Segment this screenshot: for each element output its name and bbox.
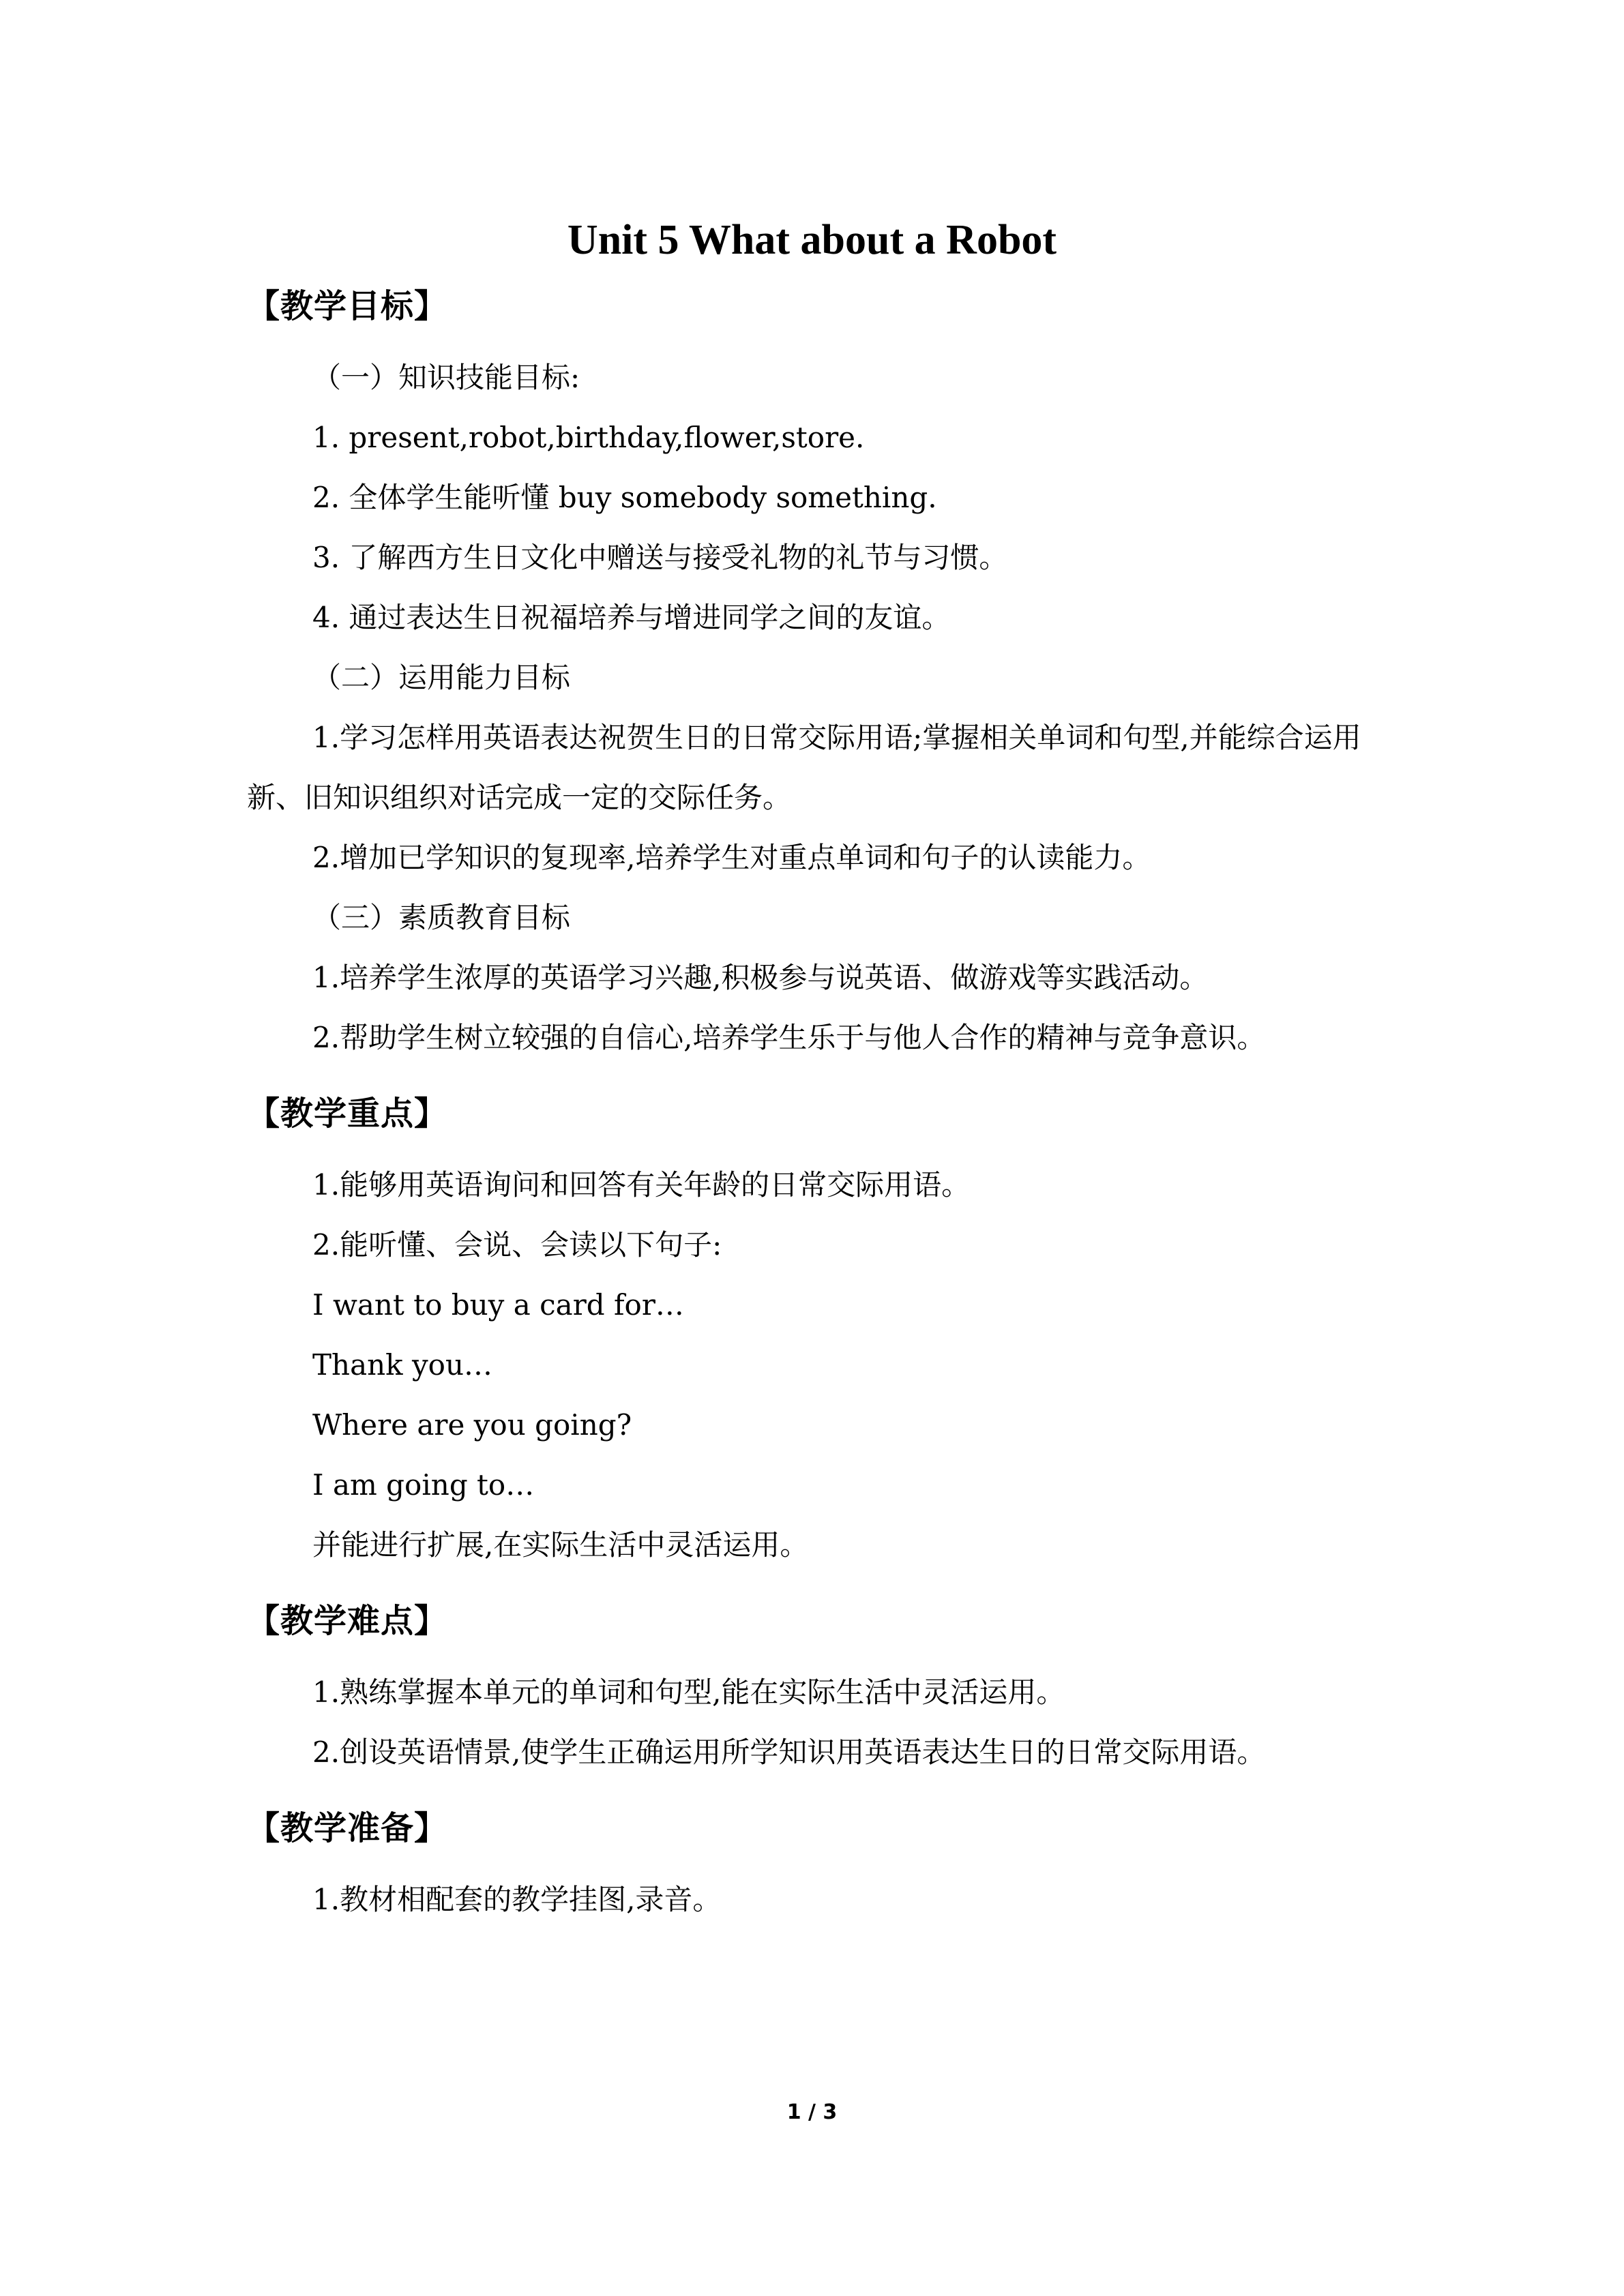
paragraph: 1.熟练掌握本单元的单词和句型,能在实际生活中灵活运用。 [312, 1675, 1065, 1709]
section-objectives [247, 284, 1377, 1068]
paragraph: 2. 全体学生能听懂 buy somebody something. [312, 481, 937, 514]
paragraph: （二）运用能力目标 [312, 661, 571, 694]
paragraph: 1.教材相配套的教学挂图,录音。 [312, 1883, 722, 1916]
paragraph: 并能进行扩展,在实际生活中灵活运用。 [312, 1528, 809, 1562]
paragraph: Thank you… [312, 1348, 493, 1382]
section-heading: 【教学重点】 [247, 1094, 448, 1133]
paragraph: 1.能够用英语询问和回答有关年龄的日常交际用语。 [312, 1168, 971, 1202]
paragraph: （三）素质教育目标 [312, 901, 571, 934]
paragraph: I am going to… [312, 1468, 535, 1502]
page-number: 1 / 3 [786, 2100, 838, 2124]
paragraph: 3. 了解西方生日文化中赠送与接受礼物的礼节与习惯。 [312, 541, 1008, 574]
page-title: Unit 5 What about a Robot [567, 217, 1057, 263]
paragraph: 1. present,robot,birthday,flower,store. [312, 421, 865, 454]
paragraph: 1.培养学生浓厚的英语学习兴趣,积极参与说英语、做游戏等实践活动。 [312, 961, 1209, 994]
paragraph: 4. 通过表达生日祝福培养与增进同学之间的友谊。 [312, 601, 951, 634]
paragraph: 2.能听懂、会说、会读以下句子: [312, 1228, 722, 1262]
section-heading: 【教学准备】 [247, 1809, 448, 1847]
section-difficulties [247, 1598, 1377, 1783]
paragraph: （一）知识技能目标: [312, 361, 580, 394]
paragraph: I want to buy a card for… [312, 1288, 684, 1322]
paragraph: 2.增加已学知识的复现率,培养学生对重点单词和句子的认读能力。 [312, 841, 1151, 874]
paragraph: 2.帮助学生树立较强的自信心,培养学生乐于与他人合作的精神与竞争意识。 [312, 1021, 1266, 1054]
section-heading: 【教学难点】 [247, 1602, 448, 1640]
paragraph: 1.学习怎样用英语表达祝贺生日的日常交际用语;掌握相关单词和句型,并能综合运用新、旧知识组织对话完成一定的交际任务。 [247, 721, 1361, 814]
paragraph: 2.创设英语情景,使学生正确运用所学知识用英语表达生日的日常交际用语。 [312, 1735, 1266, 1769]
paragraph: Where are you going? [312, 1408, 632, 1442]
section-preparation [247, 1806, 1377, 1930]
section-heading: 【教学目标】 [247, 287, 448, 325]
section-key-points [247, 1091, 1377, 1575]
